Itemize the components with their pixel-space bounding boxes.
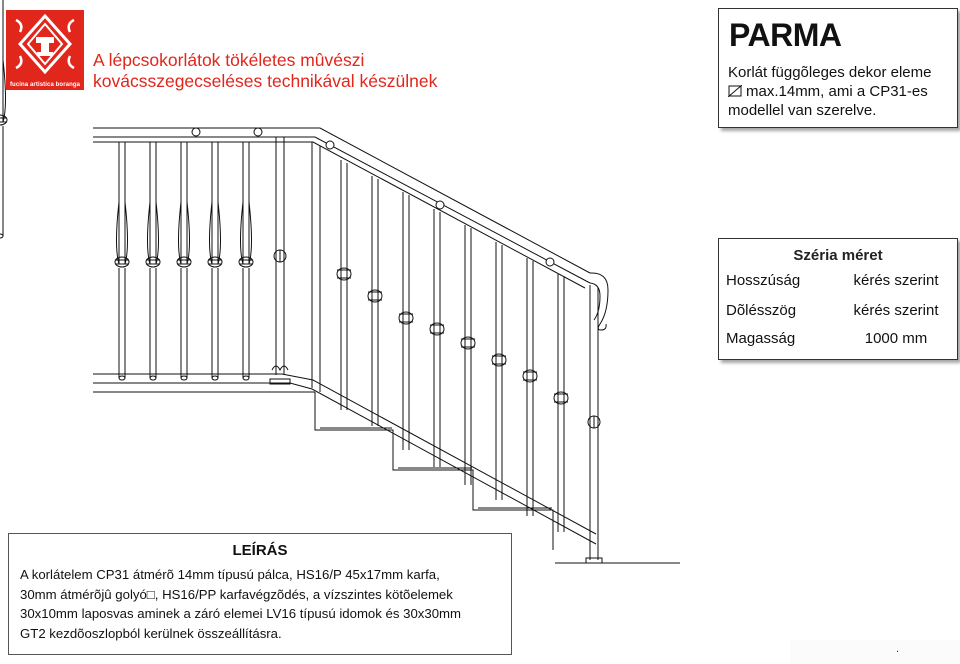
model-desc-line-1: Korlát függõleges dekor eleme	[728, 64, 932, 81]
size-label: Dõlésszög	[726, 302, 797, 319]
size-value: 1000 mm	[864, 330, 928, 347]
diameter-symbol-icon	[728, 85, 742, 97]
model-desc-line-3: modellel van szerelve.	[728, 102, 877, 119]
headline-line-2: kovácsszegecseléses technikával készülnek	[93, 71, 438, 91]
headline-line-1: A lépcsokorlátok tökéletes mûvészi	[93, 50, 365, 70]
size-label: Hosszúság	[726, 272, 801, 289]
size-value: kérés szerint	[853, 272, 939, 289]
model-info-box	[718, 8, 958, 128]
size-value: kérés szerint	[853, 302, 939, 319]
model-name: PARMA	[729, 17, 842, 53]
size-title: Széria méret	[793, 247, 883, 264]
description-body	[20, 565, 461, 643]
size-label: Magasság	[726, 330, 796, 347]
description-box	[8, 533, 512, 655]
footer-mark: .	[896, 643, 900, 655]
description-line: 30mm átmérõjû golyó□, HS16/PP karfavégzõdés, a vízszintes kötõelemek	[20, 586, 453, 602]
description-line: A korlátelem CP31 átmérõ 14mm típusú pálca, HS16/P 45x17mm karfa,	[20, 567, 440, 582]
description-title: LEÍRÁS	[232, 542, 288, 559]
size-row-length	[726, 272, 939, 289]
size-row-slope	[726, 302, 939, 319]
logo-text: fucina artistica boranga	[9, 82, 81, 88]
horizontal-balusters	[0, 0, 7, 238]
description-line: 30x10mm laposvas aminek a záró elemei LV16 típusú idomok és 30x30mm	[20, 606, 462, 621]
series-size-box	[718, 238, 958, 360]
scan-shade	[790, 640, 960, 664]
model-desc-line-2: max.14mm, ami a CP31-es	[746, 83, 928, 100]
model-description	[728, 63, 931, 120]
size-row-height	[726, 330, 928, 347]
description-line: GT2 kezdõoszlopból kerülnek összeállításra.	[20, 625, 282, 641]
